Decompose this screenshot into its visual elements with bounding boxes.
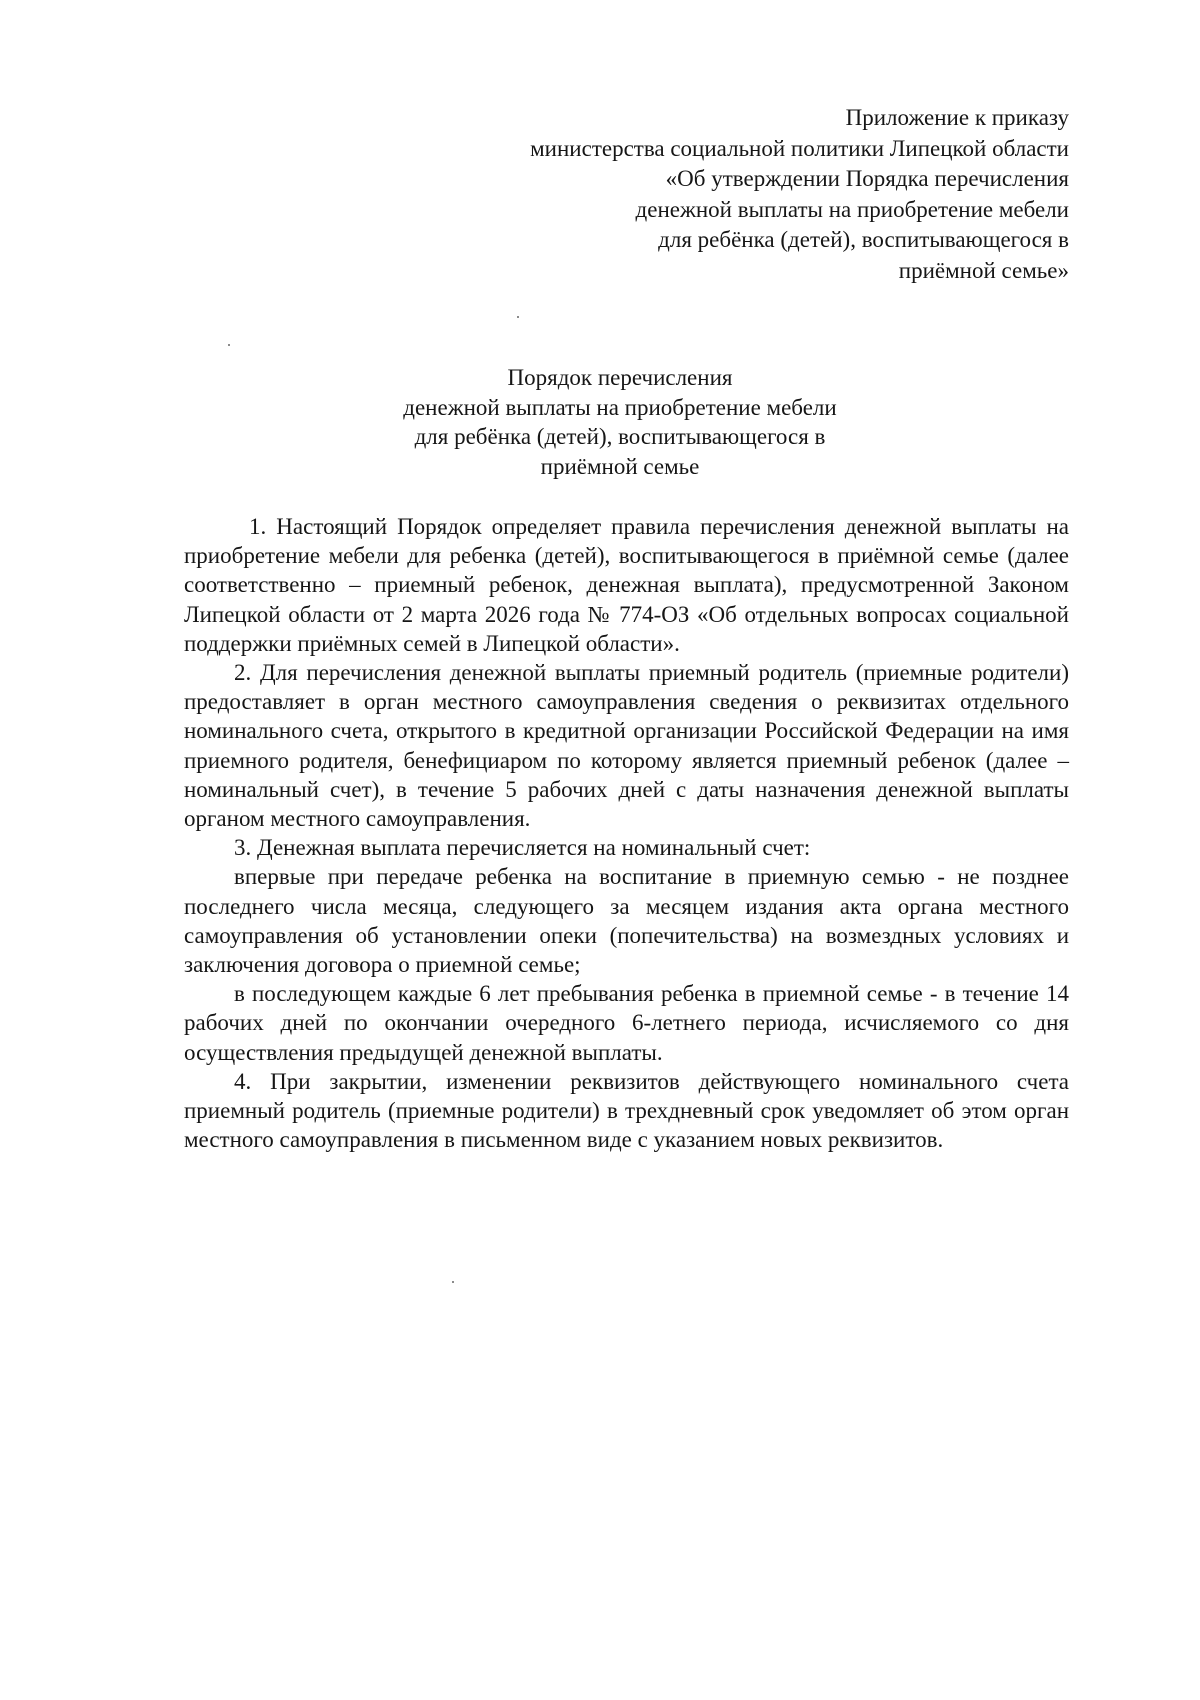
appendix-line: для ребёнка (детей), воспитывающегося в	[658, 227, 1069, 252]
appendix-line: денежной выплаты на приобретение мебели	[635, 196, 1069, 222]
document-body	[184, 512, 1069, 1154]
paragraph-3: 3. Денежная выплата перечисляется на номинальный счет:	[234, 835, 811, 861]
title-line: Порядок перечисления	[507, 365, 733, 390]
paragraph-3-item-1: впервые при передаче ребенка на воспитание в приемную семью - не позднее последнего числа месяца, следующего за месяцем издания акта органа местного самоуправления об установлении опеки (попечительства) на возмездных условиях и заключения договора о приемной семье;	[184, 864, 1069, 978]
appendix-line: приёмной семье»	[898, 257, 1069, 283]
paragraph-4: 4. При закрытии, изменении реквизитов действующего номинального счета приемный родитель (приемные родители) в трехдневный срок уведомляет об этом орган местного самоуправления в письменном виде с указанием новых реквизитов.	[184, 1068, 1069, 1153]
appendix-line: «Об утверждении Порядка перечисления	[665, 166, 1069, 191]
title-line: приёмной семье	[540, 453, 700, 479]
paragraph-2: 2. Для перечисления денежной выплаты приемный родитель (приемные родители) предоставляет в орган местного самоуправления сведения о реквизитах отдельного номинального счета, открытого в кредитной организации Российской Федерации на имя приемного родителя, бенефициаром по которому является приемный ребенок (далее – номинальный счет), в течение 5 рабочих дней с даты назначения денежной выплаты органом местного самоуправления.	[184, 660, 1069, 832]
paragraph-3-item-2: в последующем каждые 6 лет пребывания ребенка в приемной семье - в течение 14 рабочих дней по окончании очередного 6-летнего периода, исчисляемого со дня осуществления предыдущей денежной выплаты.	[184, 981, 1069, 1065]
appendix-line: Приложение к приказу	[845, 105, 1069, 130]
document-title	[330, 363, 910, 481]
appendix-line: министерства социальной политики Липецкой области	[530, 135, 1069, 161]
paragraph-1: 1. Настоящий Порядок определяет правила перечисления денежной выплаты на приобретение мебели для ребенка (детей), воспитывающегося в приёмной семье (далее соответственно – приемный ребенок, денежная выплата), предусмотренной Законом Липецкой области от 2 марта 2026 года № 774-ОЗ «Об отдельных вопросах социальной поддержки приёмных семей в Липецкой области».	[184, 514, 1069, 656]
appendix-header	[309, 103, 1069, 286]
title-line: для ребёнка (детей), воспитывающегося в	[414, 424, 826, 449]
scan-speck	[517, 316, 519, 318]
scan-speck	[452, 1281, 454, 1283]
scan-speck	[228, 344, 230, 346]
title-line: денежной выплаты на приобретение мебели	[403, 394, 837, 420]
